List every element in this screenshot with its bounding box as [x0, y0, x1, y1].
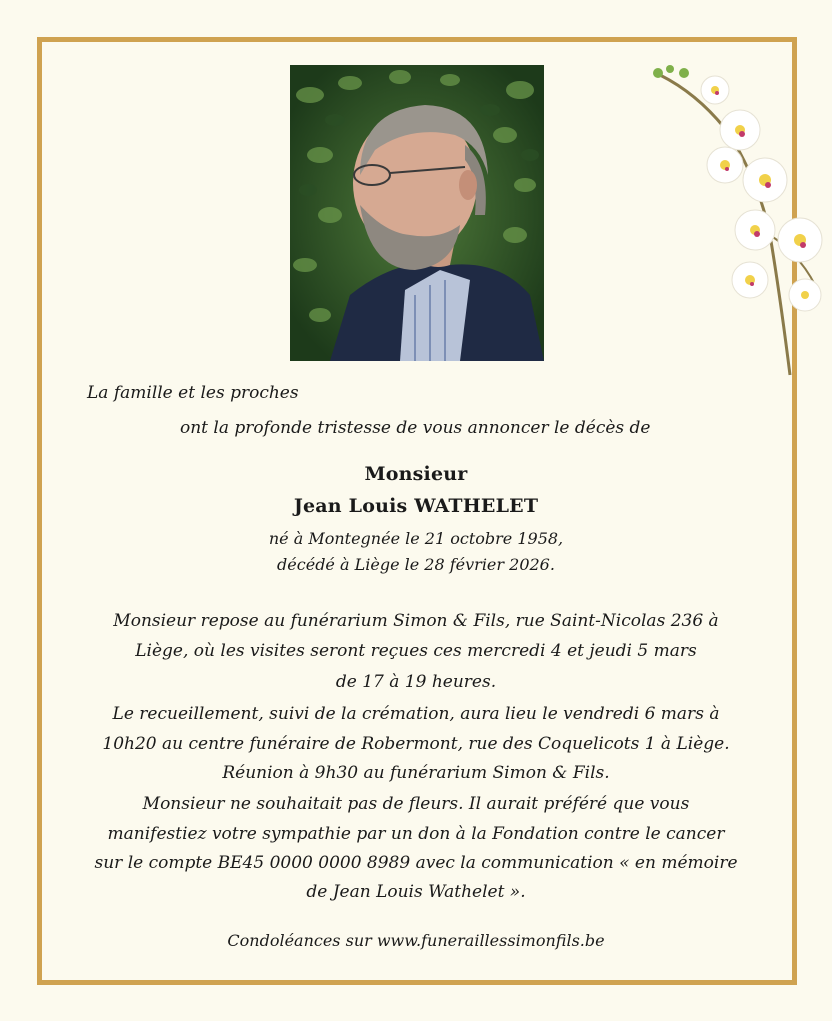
deceased-name: Jean Louis WATHELET	[293, 495, 539, 517]
deceased-title: Monsieur	[364, 463, 468, 485]
body-line: sur le compte BE45 0000 0000 8989 avec la communication « en mémoire	[94, 853, 738, 873]
body-line: Réunion à 9h30 au funérarium Simon & Fils.	[222, 763, 610, 783]
death-info: décédé à Liège le 28 février 2026.	[277, 555, 555, 574]
body-line: de Jean Louis Wathelet ».	[306, 882, 526, 902]
body-line: Monsieur ne souhaitait pas de fleurs. Il aurait préféré que vous	[142, 794, 690, 814]
portrait-photo	[290, 65, 544, 361]
condolences-link[interactable]: www.funeraillessimonfils.be	[376, 931, 605, 950]
condolences-label: Condoléances sur	[227, 931, 372, 950]
body-line: Monsieur repose au funérarium Simon & Fils, rue Saint-Nicolas 236 à	[113, 611, 719, 631]
body-line: Le recueillement, suivi de la crémation, aura lieu le vendredi 6 mars à	[112, 704, 720, 724]
intro-line-1: La famille et les proches	[87, 383, 299, 403]
body-line: Liège, où les visites seront reçues ces mercredi 4 et jeudi 5 mars	[135, 641, 697, 661]
body-line: de 17 à 19 heures.	[335, 672, 497, 692]
condolences-footer	[0, 931, 832, 950]
body-line: 10h20 au centre funéraire de Robermont, rue des Coquelicots 1 à Liège.	[102, 734, 730, 754]
orchid-decoration	[640, 55, 832, 385]
intro-line-2: ont la profonde tristesse de vous annoncer le décès de	[180, 418, 651, 438]
birth-info: né à Montegnée le 21 octobre 1958,	[268, 529, 564, 548]
body-line: manifestiez votre sympathie par un don à la Fondation contre le cancer	[107, 824, 725, 844]
